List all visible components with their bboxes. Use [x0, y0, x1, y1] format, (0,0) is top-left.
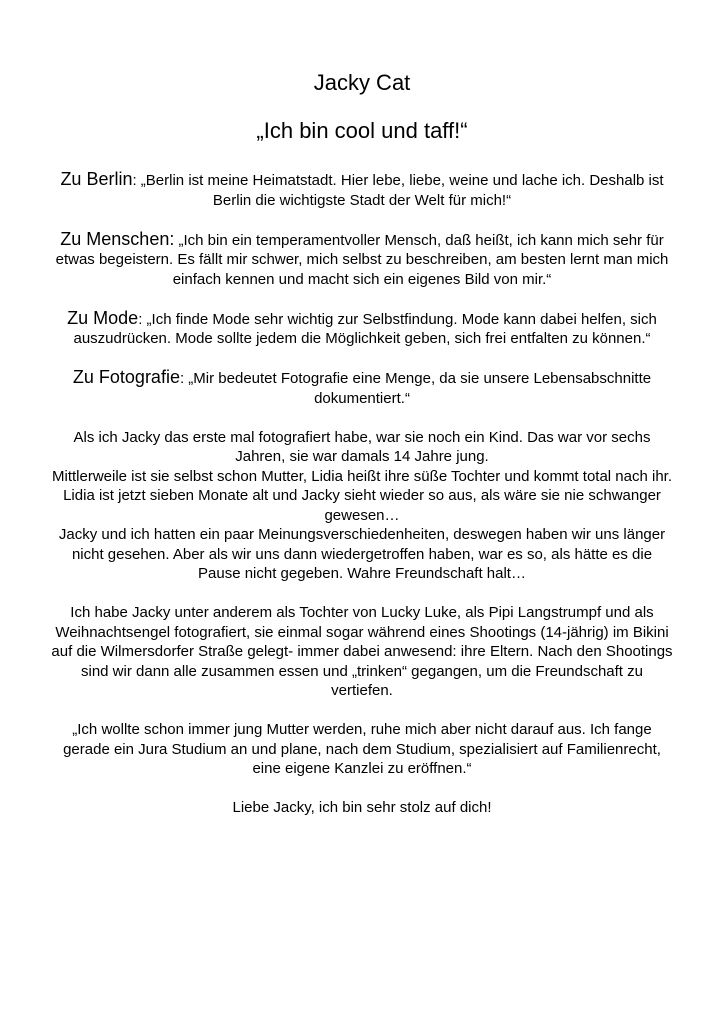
topic-label: Zu Fotografie [72, 367, 180, 387]
story-paragraph: Jacky und ich hatten ein paar Meinungsverschiedenheiten, deswegen haben wir uns länger nicht gesehen. Aber als wir uns dann wiedergetroffen haben, war es so, als hätte es die Pause nicht gegeben. Wahre Freundschaft halt… [58, 526, 666, 582]
topic-text: : „Berlin ist meine Heimatstadt. Hier lebe, liebe, weine und lache ich. Deshalb ist Berlin die wichtigste Stadt der Welt für mich!“ [132, 172, 664, 209]
topic-text: : „Ich finde Mode sehr wichtig zur Selbstfindung. Mode kann dabei helfen, sich auszudrücken. Mode sollte jedem die Möglichkeit geben, sich frei entfalten zu können.“ [73, 310, 657, 347]
document-body [50, 170, 674, 818]
document-title: Jacky Cat [313, 70, 411, 95]
topic-berlin [50, 170, 674, 210]
topic-text: : „Mir bedeutet Fotografie eine Menge, da sie unsere Lebensabschnitte dokumentiert.“ [179, 370, 652, 407]
document-subtitle: „Ich bin cool und taff!“ [256, 118, 468, 143]
topic-text: „Ich bin ein temperamentvoller Mensch, daß heißt, ich kann mich sehr für etwas begeistern. Es fällt mir schwer, mich selbst zu beschreiben, am besten lernt man mich einfach kennen und macht sich ein eigenes Bild von mir.“ [55, 231, 669, 288]
topic-label: Zu Mode [67, 307, 139, 328]
story-paragraph: Mittlerweile ist sie selbst schon Mutter, Lidia heißt ihre süße Tochter und kommt total nach ihr. Lidia ist jetzt sieben Monate alt und Jacky sieht wieder so aus, als wäre sie nie schwanger gewesen… [52, 467, 672, 524]
story-paragraph: Als ich Jacky das erste mal fotografiert habe, war sie noch ein Kind. Das war vor sechs Jahren, sie war damals 14 Jahre jung. [73, 428, 651, 465]
closing-line: Liebe Jacky, ich bin sehr stolz auf dich! [232, 799, 492, 816]
topic-fotografie [50, 368, 674, 408]
topic-label: Zu Berlin [60, 169, 133, 189]
topic-mode [50, 309, 674, 349]
shootings-paragraph: Ich habe Jacky unter anderem als Tochter von Lucky Luke, als Pipi Langstrumpf und als Weihnachtsengel fotografiert, sie einmal sogar während eines Shootings (14-jährig) im Bikini auf die Wilmersdorfer Straße gelegt- immer dabei anwesend: ihre Eltern. Nach den Shootings sind wir dann alle zusammen essen und „trinken“ gegangen, um die Freundschaft zu vertiefen. [51, 604, 673, 699]
topic-label: Zu Menschen: [60, 228, 175, 249]
topic-menschen [50, 230, 674, 290]
quote-paragraph: „Ich wollte schon immer jung Mutter werden, ruhe mich aber nicht darauf aus. Ich fange gerade ein Jura Studium an und plane, nach dem Studium, spezialisiert auf Familienrecht, eine eigene Kanzlei zu eröffnen.“ [63, 721, 661, 777]
